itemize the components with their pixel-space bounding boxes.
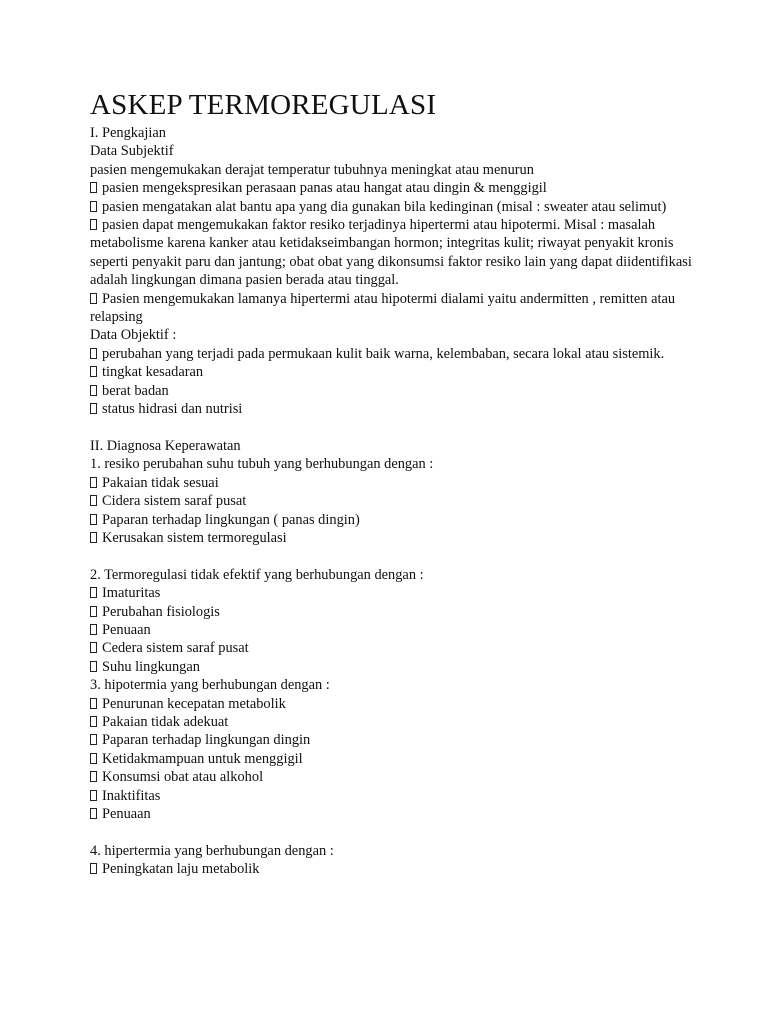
- missing-glyph-bullet-icon: [90, 863, 97, 874]
- missing-glyph-bullet-icon: [90, 495, 97, 506]
- missing-glyph-bullet-icon: [90, 293, 97, 304]
- text-line: [90, 161, 708, 179]
- text-line: [90, 842, 708, 860]
- line-text: Penurunan kecepatan metabolik: [102, 695, 286, 712]
- bullet-item: [90, 787, 708, 805]
- line-text: perubahan yang terjadi pada permukaan kulit baik warna, kelembaban, secara lokal atau sistemik.: [102, 345, 665, 362]
- bullet-item: [90, 750, 708, 768]
- bullet-item: [90, 216, 708, 290]
- bullet-item: [90, 621, 708, 639]
- line-text: pasien mengatakan alat bantu apa yang dia gunakan bila kedinginan (misal : sweater atau selimut): [102, 198, 667, 215]
- missing-glyph-bullet-icon: [90, 587, 97, 598]
- bullet-item: [90, 731, 708, 749]
- line-text: Pakaian tidak adekuat: [102, 713, 229, 730]
- line-text: Inaktifitas: [102, 787, 161, 804]
- line-text: Penuaan: [102, 806, 151, 822]
- text-line: [90, 124, 708, 142]
- bullet-item: [90, 529, 708, 547]
- line-text: Imaturitas: [102, 585, 161, 602]
- document-title: ASKEP TERMOREGULASI: [90, 89, 437, 121]
- line-text: Perubahan fisiologis: [102, 603, 220, 620]
- bullet-item: [90, 860, 708, 878]
- missing-glyph-bullet-icon: [90, 403, 97, 414]
- blank-line: [90, 547, 708, 565]
- line-text: Data Subjektif: [90, 143, 174, 160]
- bullet-item: [90, 639, 708, 657]
- line-text: Cedera sistem saraf pusat: [102, 640, 249, 657]
- missing-glyph-bullet-icon: [90, 385, 97, 396]
- line-text: Paparan terhadap lingkungan dingin: [102, 732, 311, 749]
- line-text: 4. hipertermia yang berhubungan dengan :: [90, 842, 334, 859]
- line-text: Pasien mengemukakan lamanya hipertermi atau hipotermi dialami yaitu andermitten , remitten atau relapsing: [90, 290, 676, 326]
- blank-line: [90, 823, 708, 841]
- line-text: Cidera sistem saraf pusat: [102, 493, 247, 510]
- line-text: pasien mengemukakan derajat temperatur tubuhnya meningkat atau menurun: [90, 161, 534, 178]
- line-text: Suhu lingkungan: [102, 658, 200, 675]
- line-text: Penuaan: [102, 621, 151, 638]
- missing-glyph-bullet-icon: [90, 753, 97, 764]
- missing-glyph-bullet-icon: [90, 771, 97, 782]
- bullet-item: [90, 198, 708, 216]
- missing-glyph-bullet-icon: [90, 624, 97, 635]
- missing-glyph-bullet-icon: [90, 661, 97, 672]
- bullet-item: [90, 400, 708, 418]
- text-line: [90, 437, 708, 455]
- text-line: [90, 326, 708, 344]
- bullet-item: [90, 603, 708, 621]
- line-text: Konsumsi obat atau alkohol: [102, 769, 264, 786]
- line-text: 1. resiko perubahan suhu tubuh yang berhubungan dengan :: [90, 456, 434, 473]
- line-text: berat badan: [102, 382, 169, 399]
- line-text: I. Pengkajian: [90, 125, 166, 141]
- bullet-item: [90, 382, 708, 400]
- line-text: Paparan terhadap lingkungan ( panas dingin): [102, 511, 360, 528]
- bullet-item: [90, 695, 708, 713]
- missing-glyph-bullet-icon: [90, 201, 97, 212]
- missing-glyph-bullet-icon: [90, 808, 97, 819]
- text-line: [90, 676, 708, 694]
- document-body: [90, 124, 708, 879]
- bullet-item: [90, 474, 708, 492]
- line-text: II. Diagnosa Keperawatan: [90, 437, 241, 454]
- missing-glyph-bullet-icon: [90, 790, 97, 801]
- missing-glyph-bullet-icon: [90, 606, 97, 617]
- blank-line: [90, 419, 708, 437]
- missing-glyph-bullet-icon: [90, 514, 97, 525]
- text-line: [90, 142, 708, 160]
- line-text: pasien dapat mengemukakan faktor resiko terjadinya hipertermi atau hipotermi. Misal : masalah metabolisme karena kanker atau ketidakseimbangan hormon; integritas kulit; riwayat penyakit kronis seperti penyakit paru dan jantung; obat obat yang dikonsumsi faktor resiko lain yang dapat diidentifikasi adalah lingkungan dimana pasien berada atau tinggal.: [90, 217, 692, 289]
- bullet-item: [90, 363, 708, 381]
- missing-glyph-bullet-icon: [90, 734, 97, 745]
- bullet-item: [90, 713, 708, 731]
- missing-glyph-bullet-icon: [90, 532, 97, 543]
- bullet-item: [90, 658, 708, 676]
- line-text: Peningkatan laju metabolik: [102, 861, 260, 878]
- missing-glyph-bullet-icon: [90, 698, 97, 709]
- bullet-item: [90, 290, 708, 327]
- missing-glyph-bullet-icon: [90, 219, 97, 230]
- line-text: Kerusakan sistem termoregulasi: [102, 529, 287, 546]
- line-text: Ketidakmampuan untuk menggigil: [102, 750, 303, 767]
- line-text: 2. Termoregulasi tidak efektif yang berhubungan dengan :: [90, 566, 424, 583]
- line-text: tingkat kesadaran: [102, 364, 204, 381]
- line-text: status hidrasi dan nutrisi: [102, 401, 243, 418]
- line-text: 3. hipotermia yang berhubungan dengan :: [90, 677, 330, 694]
- bullet-item: [90, 345, 708, 363]
- bullet-item: [90, 768, 708, 786]
- missing-glyph-bullet-icon: [90, 477, 97, 488]
- bullet-item: [90, 584, 708, 602]
- bullet-item: [90, 805, 708, 823]
- text-line: [90, 455, 708, 473]
- text-line: [90, 566, 708, 584]
- bullet-item: [90, 511, 708, 529]
- missing-glyph-bullet-icon: [90, 642, 97, 653]
- missing-glyph-bullet-icon: [90, 348, 97, 359]
- missing-glyph-bullet-icon: [90, 366, 97, 377]
- missing-glyph-bullet-icon: [90, 716, 97, 727]
- line-text: Data Objektif :: [90, 327, 177, 344]
- line-text: pasien mengekspresikan perasaan panas atau hangat atau dingin & menggigil: [102, 180, 547, 197]
- missing-glyph-bullet-icon: [90, 182, 97, 193]
- line-text: Pakaian tidak sesuai: [102, 474, 219, 491]
- bullet-item: [90, 492, 708, 510]
- bullet-item: [90, 179, 708, 197]
